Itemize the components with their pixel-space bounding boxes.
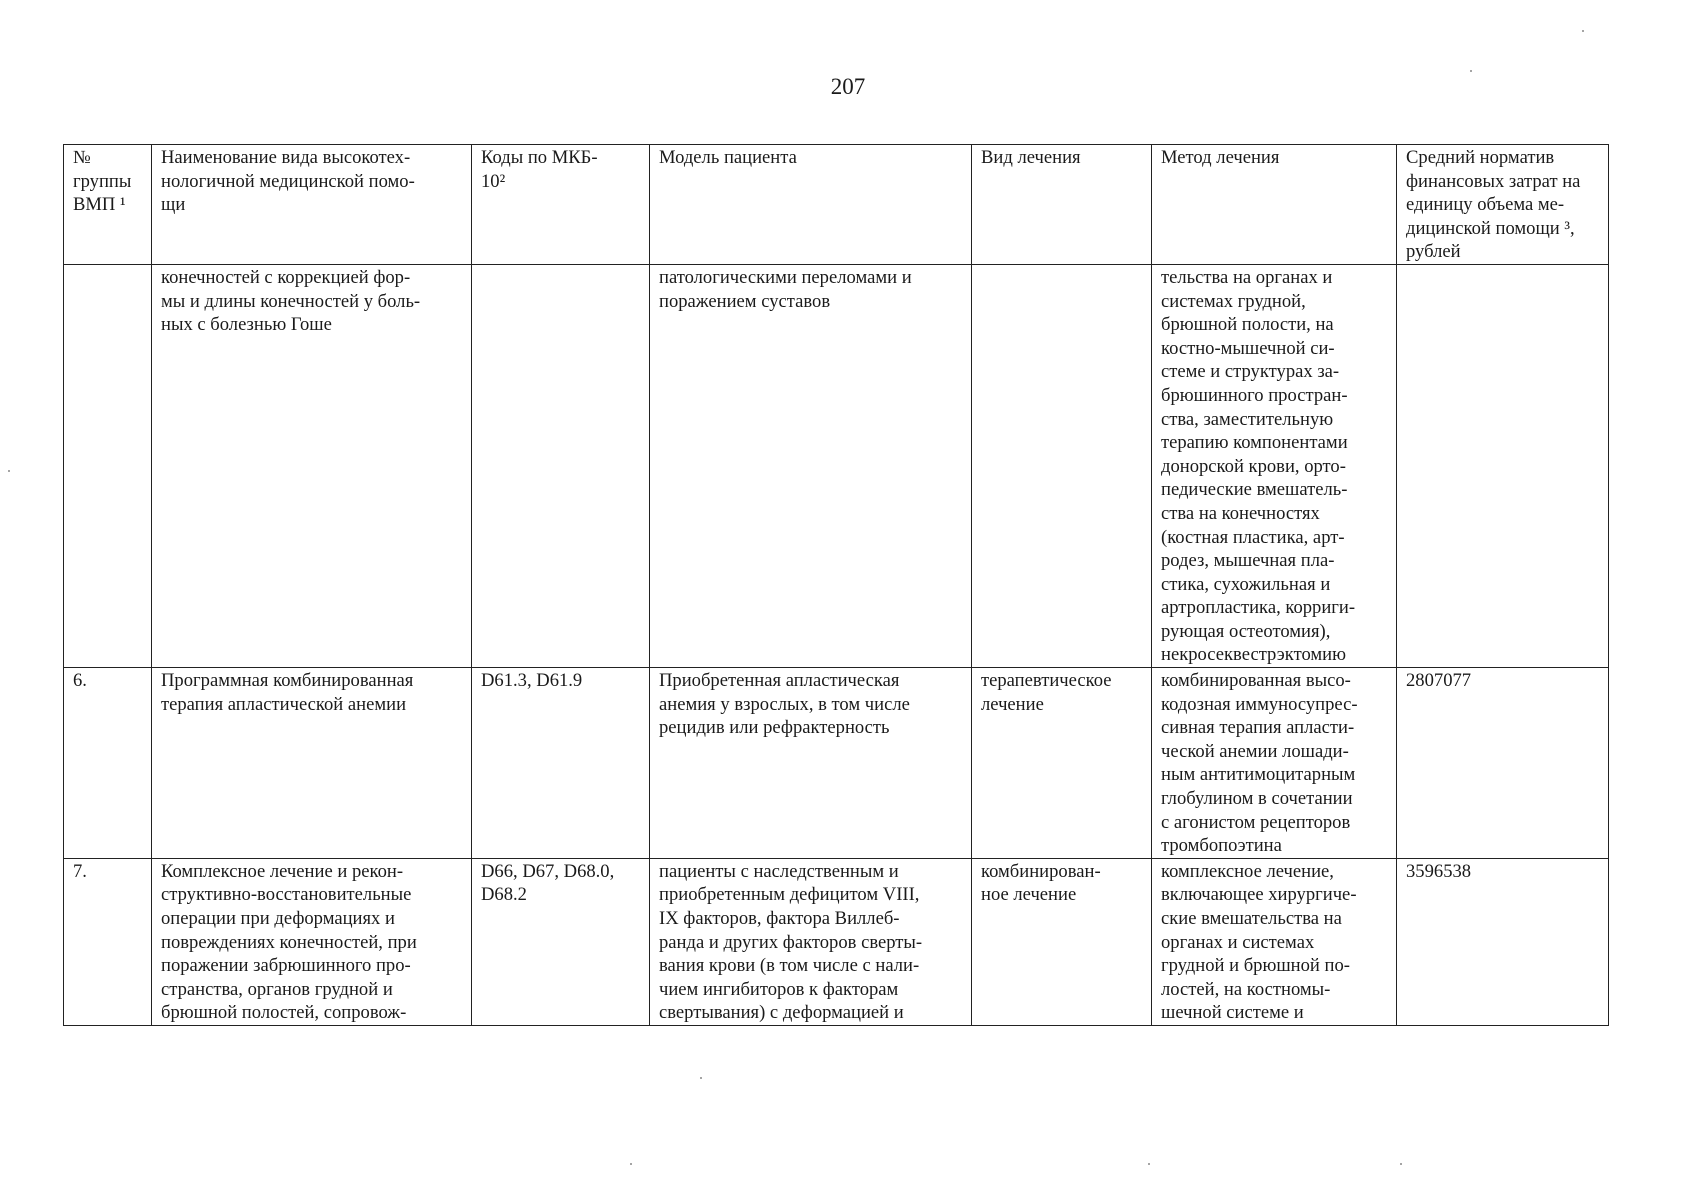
header-treatment-type: Вид лечения bbox=[972, 145, 1152, 265]
scan-speck bbox=[1148, 1163, 1150, 1165]
scan-speck bbox=[8, 470, 10, 472]
cell-care-type-name: конечностей с коррекцией фор- мы и длины конечностей у боль- ных с болезнью Гоше bbox=[152, 264, 472, 667]
cell-care-type-name: Программная комбинированная терапия апластической анемии bbox=[152, 668, 472, 859]
cell-patient-model: пациенты с наследственным и приобретенным дефицитом VIII, IX факторов, фактора Виллеб- ранда и других факторов сверты- вания крови (в том числе с нали- чием ингибиторов к факторам свертывания) с деформацией и bbox=[650, 858, 972, 1025]
cell-cost-standard bbox=[1397, 264, 1609, 667]
header-patient-model: Модель пациента bbox=[650, 145, 972, 265]
cell-treatment-method: комплексное лечение, включающее хирургиче- ские вмешательства на органах и системах грудной и брюшной по- лостей, на костномы- шечной системе и bbox=[1152, 858, 1397, 1025]
header-treatment-method: Метод лечения bbox=[1152, 145, 1397, 265]
cell-treatment-method: комбинированная высо- кодозная иммуносупрес- сивная терапия апласти- ческой анемии лошади- ным антитимоцитарным глобулином в сочетании с агонистом рецепторов тромбопоэтина bbox=[1152, 668, 1397, 859]
table-row bbox=[64, 264, 1609, 667]
cell-patient-model: Приобретенная апластическая анемия у взрослых, в том числе рецидив или рефрактерность bbox=[650, 668, 972, 859]
table-header-row bbox=[64, 145, 1609, 265]
scan-speck bbox=[1400, 1163, 1402, 1165]
cell-care-type-name: Комплексное лечение и рекон- структивно-восстановительные операции при деформациях и повреждениях конечностей, при поражении забрюшинного про- странства, органов грудной и брюшной полостей, сопровож- bbox=[152, 858, 472, 1025]
cell-group-number bbox=[64, 264, 152, 667]
page-number: 207 bbox=[830, 74, 866, 99]
header-cost-standard: Средний норматив финансовых затрат на единицу объема ме- дицинской помощи ³, рублей bbox=[1397, 145, 1609, 265]
scan-speck bbox=[700, 1077, 702, 1079]
cell-treatment-type: терапевтическое лечение bbox=[972, 668, 1152, 859]
cell-icd-codes bbox=[472, 264, 650, 667]
vmp-table bbox=[63, 144, 1609, 1026]
cell-treatment-type bbox=[972, 264, 1152, 667]
cell-icd-codes: D61.3, D61.9 bbox=[472, 668, 650, 859]
table-row bbox=[64, 668, 1609, 859]
header-group-number: № группы ВМП ¹ bbox=[64, 145, 152, 265]
cell-group-number: 6. bbox=[64, 668, 152, 859]
cell-icd-codes: D66, D67, D68.0, D68.2 bbox=[472, 858, 650, 1025]
scan-speck bbox=[630, 1163, 632, 1165]
scan-speck bbox=[1470, 70, 1472, 72]
cell-cost-standard: 3596538 bbox=[1397, 858, 1609, 1025]
cell-treatment-method: тельства на органах и системах грудной, брюшной полости, на костно-мышечной си- стеме и структурах за- брюшинного простран- ства, заместительную терапию компонентами донорской крови, орто- педические вмешатель- ства на конечностях (костная пластика, арт- родез, мышечная пла- стика, сухожильная и артропластика, корриги- рующая остеотомия), некросеквестрэктомию bbox=[1152, 264, 1397, 667]
cell-patient-model: патологическими переломами и поражением суставов bbox=[650, 264, 972, 667]
header-icd-codes: Коды по МКБ- 10² bbox=[472, 145, 650, 265]
header-care-type-name: Наименование вида высокотех- нологичной медицинской помо- щи bbox=[152, 145, 472, 265]
table-row bbox=[64, 858, 1609, 1025]
cell-treatment-type: комбинирован- ное лечение bbox=[972, 858, 1152, 1025]
scan-speck bbox=[1582, 30, 1584, 32]
cell-group-number: 7. bbox=[64, 858, 152, 1025]
cell-cost-standard: 2807077 bbox=[1397, 668, 1609, 859]
